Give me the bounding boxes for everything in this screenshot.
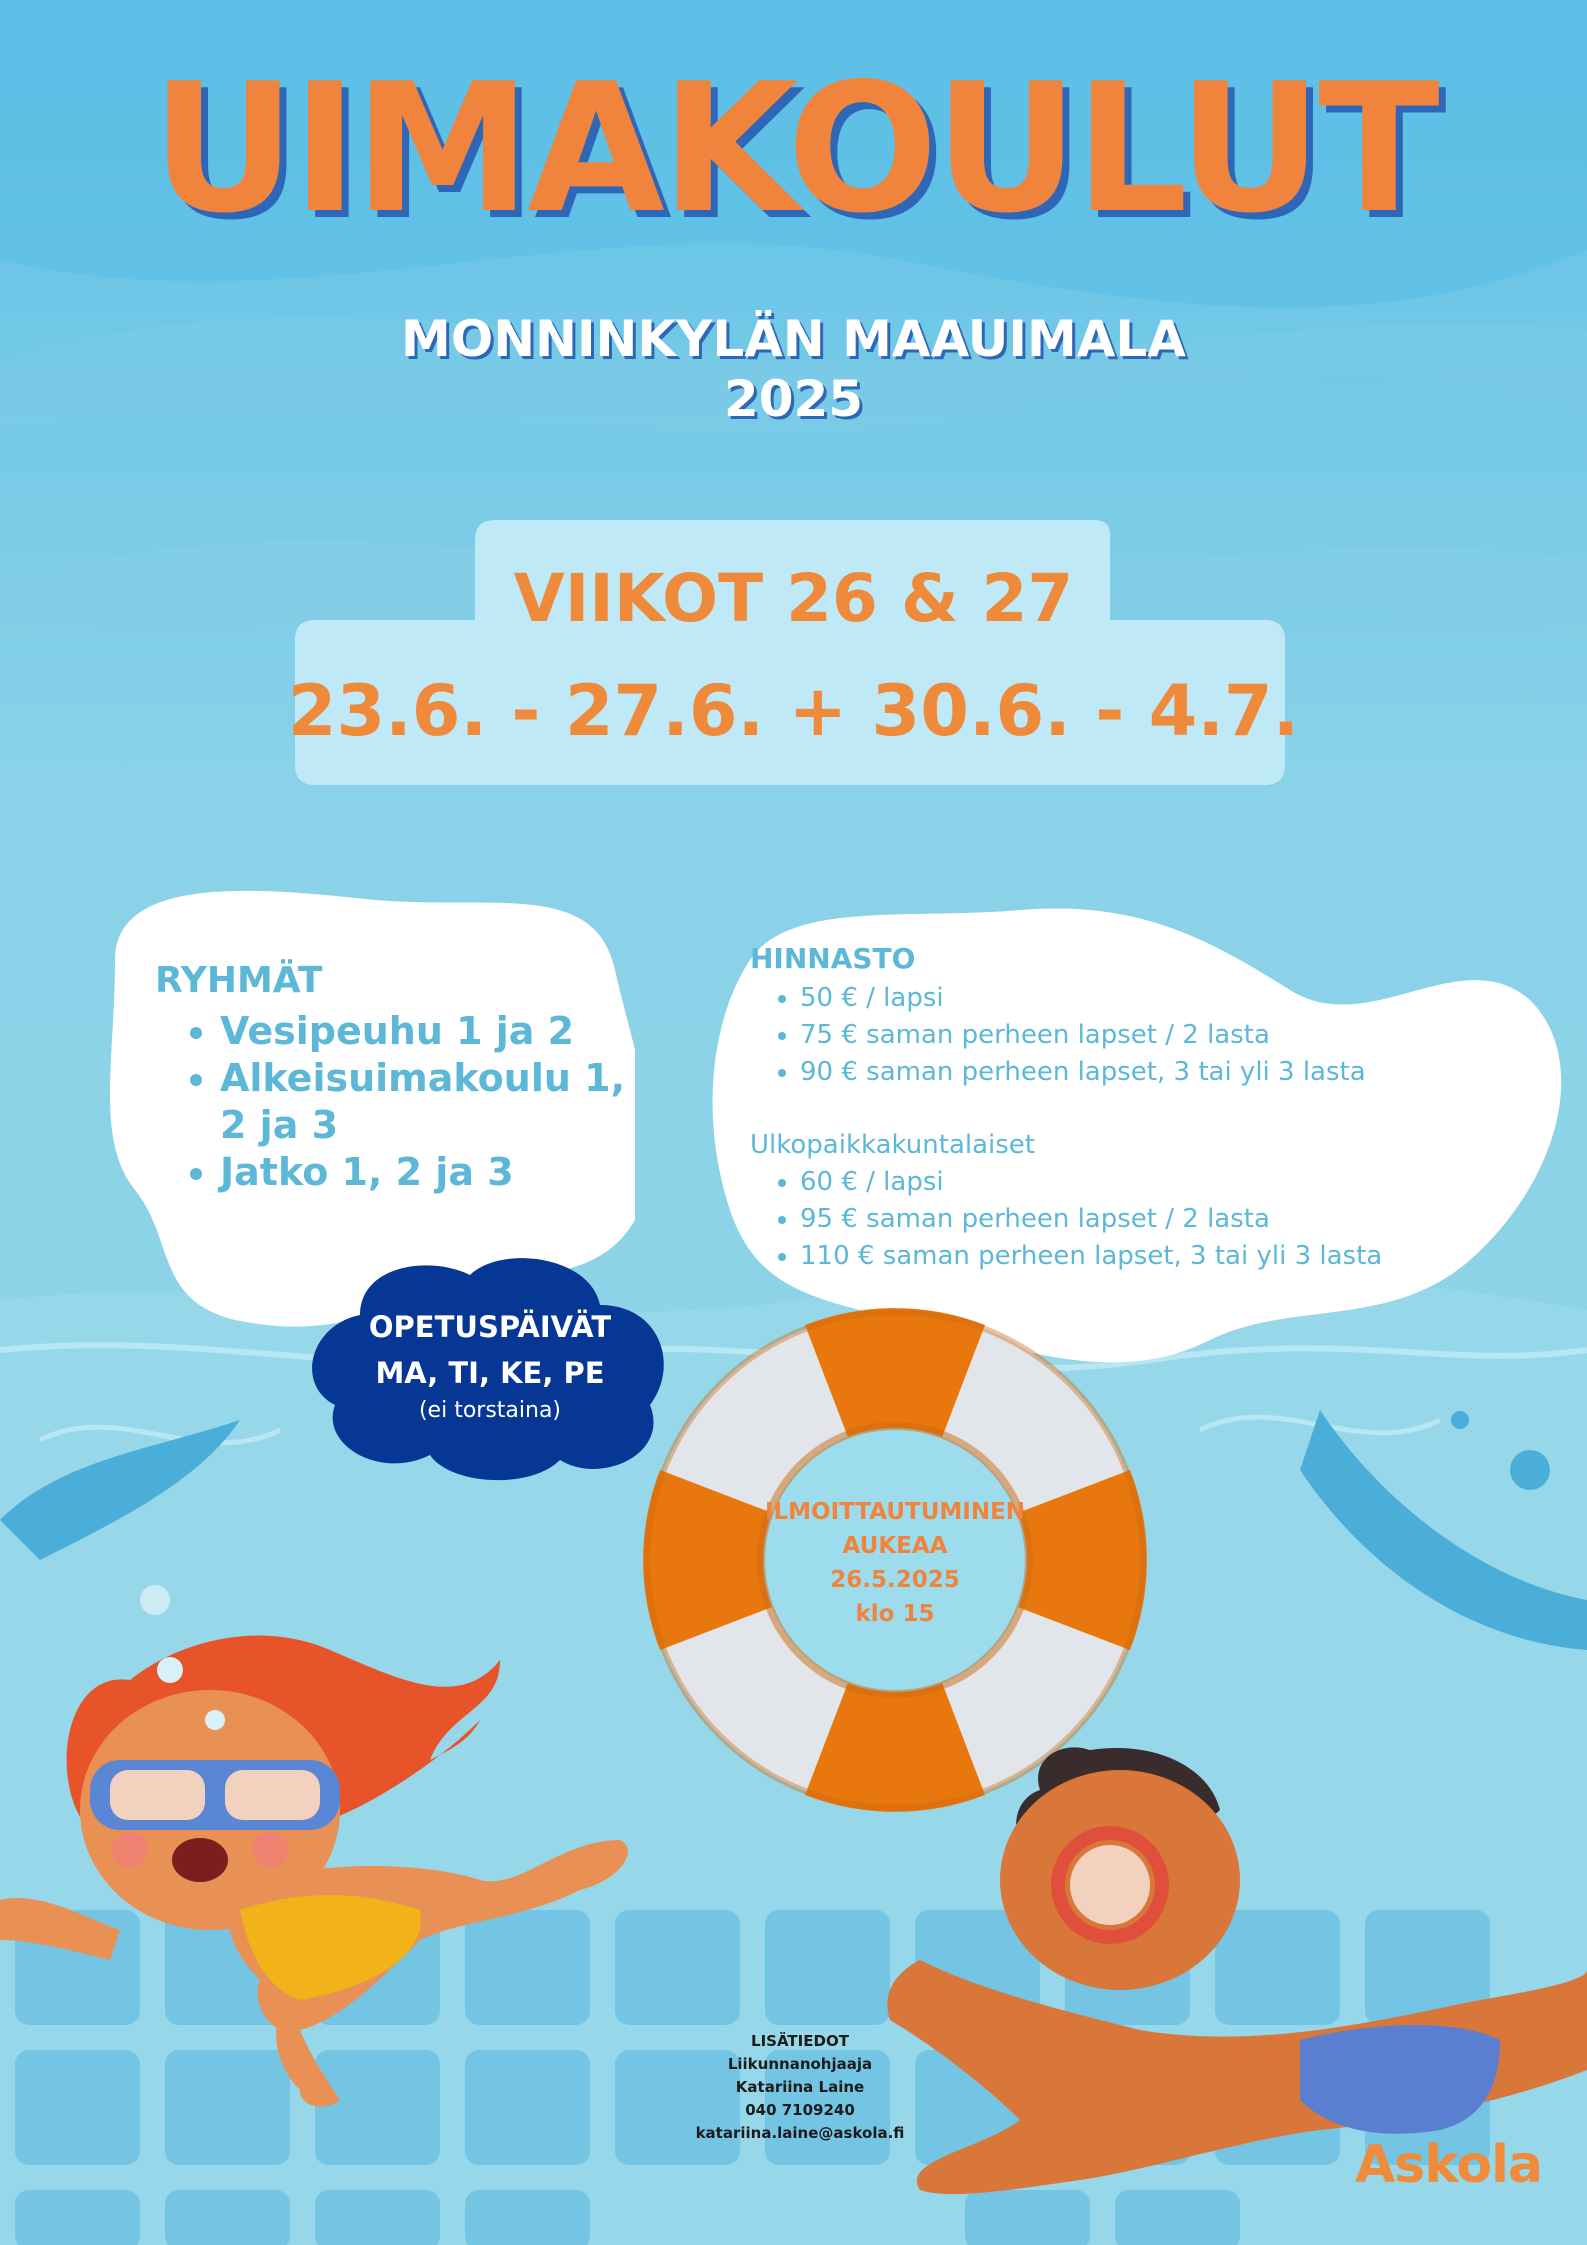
registration-date: 26.5.2025 xyxy=(830,1567,960,1593)
teaching-days-note: (ei torstaina) xyxy=(418,1398,562,1423)
list-item: • Alkeisuimakoulu 1, 2 ja 3 xyxy=(220,1055,640,1149)
contact-phone[interactable]: 040 7109240 xyxy=(745,2101,855,2119)
list-item: • 60 € / lapsi xyxy=(800,1164,1500,1201)
contact-name: Katariina Laine xyxy=(735,2078,865,2096)
page-title: UIMAKOULUT xyxy=(151,45,1436,252)
swimmer-girl-illustration xyxy=(0,1560,700,2120)
teaching-days: MA, TI, KE, PE xyxy=(375,1356,605,1390)
contact-heading: LISÄTIEDOT xyxy=(751,2032,849,2050)
list-item: • 95 € saman perheen lapset / 2 lasta xyxy=(800,1201,1500,1238)
list-item: • Jatko 1, 2 ja 3 xyxy=(220,1149,640,1196)
list-item: • 50 € / lapsi xyxy=(800,980,1500,1017)
registration-line2: AUKEAA xyxy=(842,1533,948,1559)
list-item: • 90 € saman perheen lapset, 3 tai yli 3 lasta xyxy=(800,1054,1500,1091)
askola-logo: Askola xyxy=(1355,2135,1543,2195)
outside-residents-title: Ulkopaikkakuntalaiset xyxy=(750,1130,1035,1160)
registration-line1: ILMOITTAUTUMINEN xyxy=(764,1499,1026,1525)
outside-pricing-list xyxy=(770,1164,1500,1275)
pricing-title: HINNASTO xyxy=(750,942,916,975)
weeks-heading: VIIKOT 26 & 27 xyxy=(513,560,1074,637)
dates-range: 23.6. - 27.6. + 30.6. - 4.7. xyxy=(287,670,1300,752)
list-item: • 75 € saman perheen lapset / 2 lasta xyxy=(800,1017,1500,1054)
list-item: • 110 € saman perheen lapset, 3 tai yli 3 lasta xyxy=(800,1238,1500,1275)
list-item: • Vesipeuhu 1 ja 2 xyxy=(220,1008,640,1055)
registration-time: klo 15 xyxy=(855,1601,935,1627)
contact-email[interactable]: katariina.laine@askola.fi xyxy=(695,2124,905,2142)
year: 2025 xyxy=(723,370,864,428)
groups-title: RYHMÄT xyxy=(155,960,323,1001)
venue-name: MONNINKYLÄN MAAUIMALA xyxy=(401,310,1186,368)
contact-role: Liikunnanohjaaja xyxy=(727,2055,873,2073)
teaching-days-title: OPETUSPÄIVÄT xyxy=(368,1310,612,1344)
groups-list xyxy=(150,1008,640,1196)
pricing-list xyxy=(770,980,1500,1091)
